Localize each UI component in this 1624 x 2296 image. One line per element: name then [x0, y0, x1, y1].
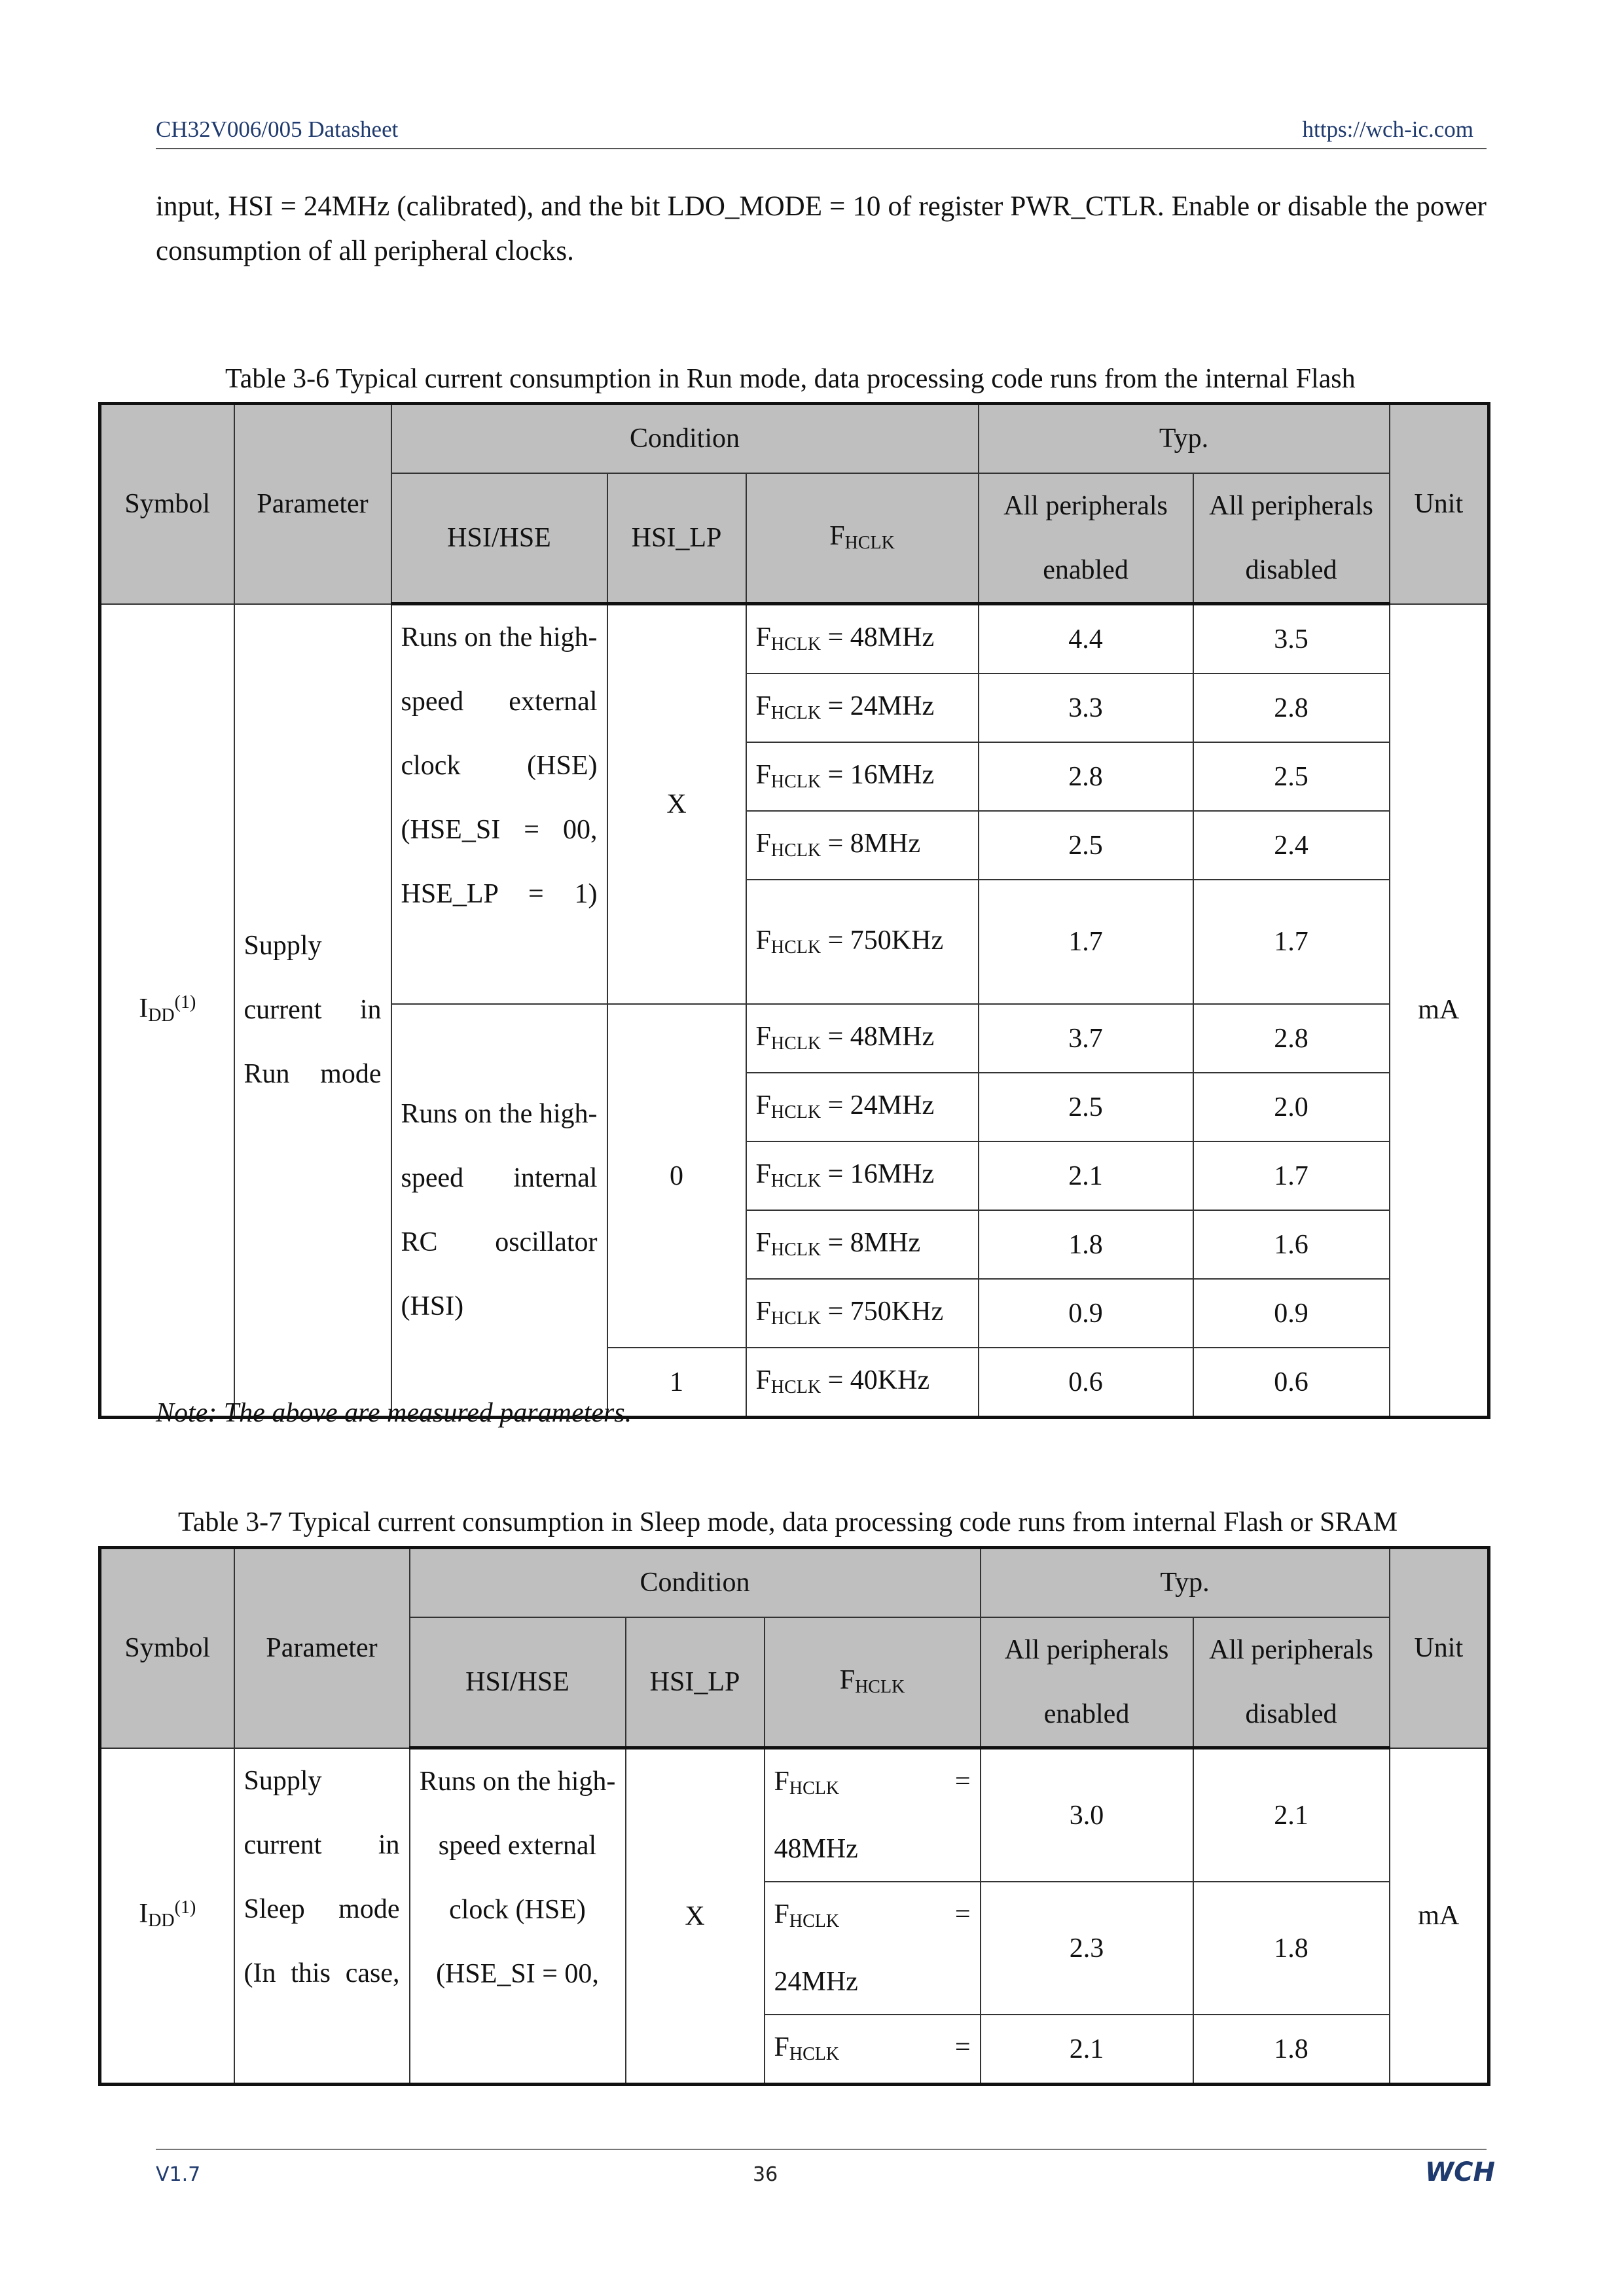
table1-note: Note: The above are measured parameters.: [156, 1398, 632, 1428]
t2-row-disabled: 1.8: [1193, 2015, 1390, 2085]
t2-row-enabled: 2.3: [981, 1882, 1193, 2015]
t1-row-enabled: 2.1: [979, 1141, 1193, 1210]
t2-row-disabled: 1.8: [1193, 1882, 1390, 2015]
t1-row-disabled: 2.4: [1193, 811, 1390, 880]
t1-row-enabled: 1.8: [979, 1210, 1193, 1279]
t1-unit: mA: [1390, 604, 1489, 1418]
t1-row-freq: $F_{HCLK} = 750KHz$: [746, 880, 979, 1004]
t1-h-typ: Typ.: [979, 404, 1390, 473]
t2-row-freq: $F_{HCLK}$ = 24MHz: [765, 1882, 981, 2015]
t1-h-all-enabled: All peripherals enabled: [979, 473, 1193, 604]
t1-parameter: Supply current in Run mode: [234, 604, 391, 1418]
t2-h-symbol: Symbol: [100, 1548, 234, 1748]
t1-symbol: $I_{DD}^{(1)}$: [100, 604, 234, 1418]
t2-group-desc: Runs on the high-speed external clock (HSE) (HSE_SI = 00,: [410, 1748, 626, 2085]
header-rule: [156, 148, 1487, 149]
t1-row-freq: $F_{HCLK} = 40KHz$: [746, 1348, 979, 1418]
t1-row-freq: $F_{HCLK} = 8MHz$: [746, 811, 979, 880]
t1-h-condition: Condition: [391, 404, 979, 473]
t1-h-hsi-hse: HSI/HSE: [391, 473, 607, 604]
page-number: 36: [753, 2163, 778, 2186]
t1-group-last-lp: 1: [607, 1348, 746, 1418]
table1: [98, 402, 1490, 1419]
svg-text:WCH: WCH: [1425, 2157, 1495, 2187]
t1-row-freq: $F_{HCLK} = 24MHz$: [746, 673, 979, 742]
t2-row-freq: $F_{HCLK}$ = 48MHz: [765, 1748, 981, 1882]
t1-h-unit: Unit: [1390, 404, 1489, 604]
t2-h-typ: Typ.: [981, 1548, 1390, 1617]
intro-paragraph: input, HSI = 24MHz (calibrated), and the bit LDO_MODE = 10 of register PWR_CTLR. Enable or disable the power consumption of all peripheral clocks.: [156, 191, 1487, 266]
t2-h-condition: Condition: [410, 1548, 981, 1617]
t1-group-hse-lp: X: [607, 604, 746, 1005]
t2-h-parameter: Parameter: [234, 1548, 410, 1748]
footer-version: V1.7: [156, 2163, 201, 2186]
t1-group-hse-desc: Runs on the high-speed external clock (HSE) (HSE_SI = 00, HSE_LP = 1): [391, 604, 607, 1005]
t1-row-disabled: 1.7: [1193, 1141, 1390, 1210]
t1-row-freq: $F_{HCLK} = 48MHz$: [746, 1004, 979, 1073]
t1-h-hsi-lp: HSI_LP: [607, 473, 746, 604]
wch-logo-icon: [1424, 2153, 1495, 2187]
t1-row-enabled: 4.4: [979, 604, 1193, 674]
t2-h-unit: Unit: [1390, 1548, 1489, 1748]
t2-h-hsi-lp: HSI_LP: [626, 1617, 765, 1748]
t2-h-all-enabled: All peripherals enabled: [981, 1617, 1193, 1748]
t1-row-disabled: 2.5: [1193, 742, 1390, 811]
t1-h-symbol: Symbol: [100, 404, 234, 604]
t1-h-parameter: Parameter: [234, 404, 391, 604]
t1-row-disabled: 0.9: [1193, 1279, 1390, 1348]
t2-row-enabled: 2.1: [981, 2015, 1193, 2085]
t2-symbol: $I_{DD}^{(1)}$: [100, 1748, 234, 2085]
t1-row-disabled: 2.8: [1193, 673, 1390, 742]
t1-row-freq: $F_{HCLK} = 8MHz$: [746, 1210, 979, 1279]
header-url[interactable]: https://wch-ic.com: [1302, 117, 1473, 142]
t1-row-freq: $F_{HCLK} = 24MHz$: [746, 1073, 979, 1141]
t2-row-enabled: 3.0: [981, 1748, 1193, 1882]
footer-rule: [156, 2149, 1487, 2150]
t1-row-enabled: 3.7: [979, 1004, 1193, 1073]
t1-group-hsi-lp: 0: [607, 1004, 746, 1348]
t1-h-all-disabled: All peripherals disabled: [1193, 473, 1390, 604]
t1-row-enabled: 1.7: [979, 880, 1193, 1004]
t1-row-disabled: 3.5: [1193, 604, 1390, 674]
t2-h-fhclk: $F_{HCLK}$: [765, 1617, 981, 1748]
t1-h-fhclk: $F_{HCLK}$: [746, 473, 979, 604]
t2-h-all-disabled: All peripherals disabled: [1193, 1617, 1390, 1748]
table2-caption: Table 3-7 Typical current consumption in Sleep mode, data processing code runs from internal Flash or SRAM: [178, 1507, 1398, 1537]
t1-row-freq: $F_{HCLK} = 16MHz$: [746, 1141, 979, 1210]
t1-group-hsi-desc: Runs on the high-speed internal RC oscillator (HSI): [391, 1004, 607, 1418]
t1-row-enabled: 2.5: [979, 1073, 1193, 1141]
t1-row-disabled: 2.0: [1193, 1073, 1390, 1141]
t1-row-disabled: 1.6: [1193, 1210, 1390, 1279]
t2-parameter: Supply current in Sleep mode (In this case,: [234, 1748, 410, 2085]
t2-h-hsi-hse: HSI/HSE: [410, 1617, 626, 1748]
table1-caption: Table 3-6 Typical current consumption in Run mode, data processing code runs from the internal Flash: [225, 364, 1356, 394]
table2: [98, 1546, 1490, 2086]
t1-row-disabled: 1.7: [1193, 880, 1390, 1004]
t1-row-enabled: 2.5: [979, 811, 1193, 880]
t1-row-enabled: 2.8: [979, 742, 1193, 811]
t1-row-enabled: 0.9: [979, 1279, 1193, 1348]
t1-row-freq: $F_{HCLK} = 48MHz$: [746, 604, 979, 674]
t2-row-disabled: 2.1: [1193, 1748, 1390, 1882]
t2-group-lp: X: [626, 1748, 765, 2085]
t1-row-enabled: 0.6: [979, 1348, 1193, 1418]
t2-row-freq: $F_{HCLK}$ =: [765, 2015, 981, 2085]
header-title: CH32V006/005 Datasheet: [156, 117, 399, 142]
t1-row-disabled: 0.6: [1193, 1348, 1390, 1418]
t1-row-freq: $F_{HCLK} = 750KHz$: [746, 1279, 979, 1348]
t1-row-disabled: 2.8: [1193, 1004, 1390, 1073]
t1-row-enabled: 3.3: [979, 673, 1193, 742]
t1-row-freq: $F_{HCLK} = 16MHz$: [746, 742, 979, 811]
t2-unit: mA: [1390, 1748, 1489, 2085]
